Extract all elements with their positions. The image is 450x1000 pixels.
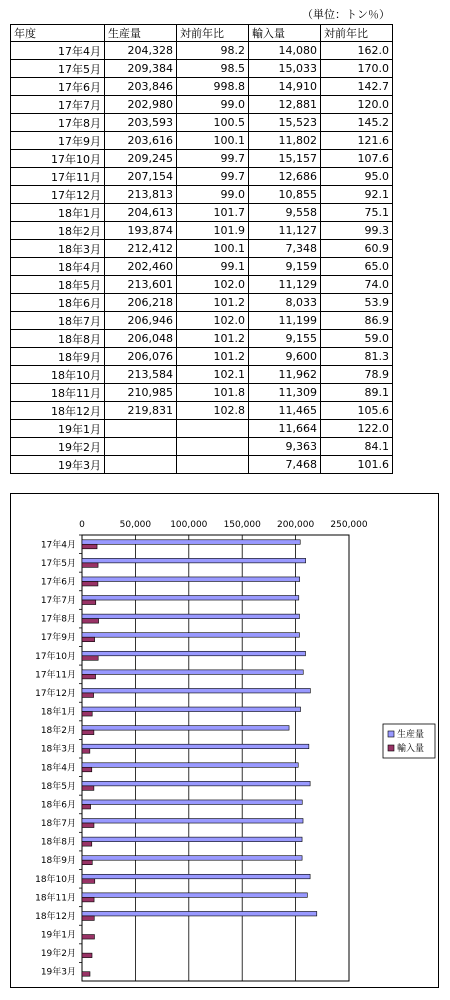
table-cell: 207,154 [105, 168, 177, 186]
y-category-label: 18年11月 [35, 893, 76, 904]
table-cell: 65.0 [321, 258, 393, 276]
table-cell: 122.0 [321, 420, 393, 438]
table-cell: 107.6 [321, 150, 393, 168]
y-category-label: 18年7月 [40, 819, 76, 830]
y-category-label: 17年11月 [35, 670, 76, 681]
table-cell: 18年2月 [11, 222, 105, 240]
table-cell: 101.6 [321, 456, 393, 474]
table-cell: 19年3月 [11, 456, 105, 474]
table-cell: 202,460 [105, 258, 177, 276]
table-cell [105, 456, 177, 474]
table-row [11, 420, 393, 438]
production-bar [82, 651, 305, 656]
table-row [11, 114, 393, 132]
table-cell: 100.1 [177, 132, 249, 150]
table-cell [105, 420, 177, 438]
import-bar [82, 842, 92, 847]
table-cell: 18年8月 [11, 330, 105, 348]
table-cell: 86.9 [321, 312, 393, 330]
table-row [11, 222, 393, 240]
table-cell: 18年12月 [11, 402, 105, 420]
table-cell: 9,363 [249, 438, 321, 456]
production-bar [82, 911, 317, 916]
table-cell: 209,384 [105, 60, 177, 78]
table-cell: 142.7 [321, 78, 393, 96]
y-category-label: 17年7月 [40, 596, 76, 607]
production-bar [82, 800, 302, 805]
table-cell: 101.8 [177, 384, 249, 402]
table-cell: 89.1 [321, 384, 393, 402]
production-bar [82, 688, 310, 693]
import-bar [82, 767, 92, 772]
table-row [11, 204, 393, 222]
table-cell: 212,412 [105, 240, 177, 258]
production-bar [82, 707, 301, 712]
production-bar [82, 763, 298, 768]
table-row [11, 78, 393, 96]
production-bar [82, 558, 306, 563]
table-cell: 99.3 [321, 222, 393, 240]
table-cell: 18年5月 [11, 276, 105, 294]
table-cell: 17年9月 [11, 132, 105, 150]
table-header-cell: 輸入量 [249, 25, 321, 42]
import-bar [82, 581, 98, 586]
table-cell: 9,155 [249, 330, 321, 348]
table-cell: 60.9 [321, 240, 393, 258]
y-category-label: 18年4月 [40, 763, 76, 774]
y-category-label: 17年5月 [40, 558, 76, 569]
table-cell: 213,813 [105, 186, 177, 204]
table-cell: 120.0 [321, 96, 393, 114]
table-cell: 8,033 [249, 294, 321, 312]
y-category-label: 17年4月 [40, 540, 76, 551]
x-tick-label: 150,000 [223, 520, 261, 530]
import-bar [82, 804, 91, 809]
production-bar [82, 781, 310, 786]
table-row [11, 96, 393, 114]
table-cell: 213,584 [105, 366, 177, 384]
table-cell: 101.2 [177, 348, 249, 366]
table-cell: 9,159 [249, 258, 321, 276]
table-cell: 11,309 [249, 384, 321, 402]
table-cell: 99.1 [177, 258, 249, 276]
table-cell: 11,127 [249, 222, 321, 240]
chart-frame [10, 493, 439, 988]
table-cell: 101.7 [177, 204, 249, 222]
legend-swatch [388, 731, 394, 737]
y-category-label: 18年1月 [40, 707, 76, 718]
table-header-cell: 生産量 [105, 25, 177, 42]
y-category-label: 18年10月 [35, 874, 76, 885]
y-category-label: 17年6月 [40, 577, 76, 588]
table-cell: 18年1月 [11, 204, 105, 222]
import-bar [82, 544, 97, 549]
table-cell: 203,616 [105, 132, 177, 150]
y-category-label: 19年3月 [40, 967, 76, 978]
x-tick-label: 200,000 [276, 520, 315, 530]
import-bar [82, 656, 98, 661]
import-bar [82, 619, 99, 624]
table-cell: 99.7 [177, 168, 249, 186]
y-category-label: 18年8月 [40, 837, 76, 848]
legend-label: 生産量 [397, 730, 425, 740]
table-cell: 121.6 [321, 132, 393, 150]
table-cell: 17年7月 [11, 96, 105, 114]
table-cell: 101.2 [177, 294, 249, 312]
table-row [11, 186, 393, 204]
data-table [10, 24, 393, 474]
unit-note: （単位：トン％） [302, 8, 390, 21]
table-row [11, 384, 393, 402]
table-row [11, 150, 393, 168]
table-cell: 12,881 [249, 96, 321, 114]
production-bar [82, 540, 300, 545]
import-bar [82, 897, 94, 902]
table-cell: 11,129 [249, 276, 321, 294]
y-category-label: 17年10月 [35, 651, 76, 662]
table-row [11, 402, 393, 420]
y-category-label: 17年9月 [40, 633, 76, 644]
table-cell: 17年12月 [11, 186, 105, 204]
y-category-label: 18年5月 [40, 781, 76, 792]
table-row [11, 132, 393, 150]
production-bar [82, 670, 303, 675]
table-cell: 59.0 [321, 330, 393, 348]
table-cell: 100.1 [177, 240, 249, 258]
table-cell: 206,048 [105, 330, 177, 348]
table-cell: 998.8 [177, 78, 249, 96]
table-cell: 7,468 [249, 456, 321, 474]
production-bar [82, 577, 300, 582]
table-row [11, 456, 393, 474]
table-cell: 18年4月 [11, 258, 105, 276]
legend-swatch [388, 745, 394, 751]
table-cell: 9,558 [249, 204, 321, 222]
table-cell: 162.0 [321, 42, 393, 60]
table-cell: 84.1 [321, 438, 393, 456]
table-cell: 206,076 [105, 348, 177, 366]
table-cell: 18年7月 [11, 312, 105, 330]
y-category-label: 18年3月 [40, 744, 76, 755]
import-bar [82, 693, 94, 698]
table-cell: 11,199 [249, 312, 321, 330]
table-cell: 102.1 [177, 366, 249, 384]
table-cell: 11,664 [249, 420, 321, 438]
production-bar [82, 596, 299, 601]
table-cell: 17年6月 [11, 78, 105, 96]
import-bar [82, 600, 96, 605]
table-cell: 18年10月 [11, 366, 105, 384]
table-row [11, 312, 393, 330]
table-header-cell: 年度 [11, 25, 105, 42]
import-bar [82, 935, 94, 940]
table-cell: 204,613 [105, 204, 177, 222]
y-category-label: 17年12月 [35, 688, 76, 699]
table-cell: 98.2 [177, 42, 249, 60]
table-cell: 213,601 [105, 276, 177, 294]
table-cell: 14,080 [249, 42, 321, 60]
import-bar [82, 879, 95, 884]
y-category-label: 19年1月 [40, 930, 76, 941]
y-category-label: 19年2月 [40, 949, 76, 960]
table-cell [177, 456, 249, 474]
table-cell: 18年6月 [11, 294, 105, 312]
table-cell: 99.0 [177, 96, 249, 114]
table-cell: 210,985 [105, 384, 177, 402]
production-bar [82, 893, 307, 898]
import-bar [82, 749, 90, 754]
bar-chart [11, 494, 440, 989]
table-cell: 219,831 [105, 402, 177, 420]
table-cell: 15,157 [249, 150, 321, 168]
table-row [11, 240, 393, 258]
table-cell: 203,846 [105, 78, 177, 96]
y-category-label: 18年2月 [40, 726, 76, 737]
table-cell: 11,962 [249, 366, 321, 384]
production-bar [82, 856, 302, 861]
table-header-row [11, 25, 393, 42]
import-bar [82, 712, 92, 717]
table-cell [177, 438, 249, 456]
x-tick-label: 100,000 [170, 520, 208, 530]
table-header-cell: 対前年比 [321, 25, 393, 42]
table-header-cell: 対前年比 [177, 25, 249, 42]
table-cell: 17年4月 [11, 42, 105, 60]
table-cell: 206,218 [105, 294, 177, 312]
production-bar [82, 726, 289, 731]
x-tick-label: 0 [79, 520, 85, 530]
table-row [11, 258, 393, 276]
table-cell: 99.0 [177, 186, 249, 204]
table-row [11, 42, 393, 60]
table-cell: 7,348 [249, 240, 321, 258]
table-cell: 102.0 [177, 312, 249, 330]
production-bar [82, 633, 299, 638]
x-tick-label: 50,000 [119, 520, 152, 530]
table-cell: 145.2 [321, 114, 393, 132]
import-bar [82, 730, 94, 735]
table-cell: 12,686 [249, 168, 321, 186]
table-cell: 18年3月 [11, 240, 105, 258]
import-bar [82, 953, 92, 958]
import-bar [82, 563, 98, 568]
table-cell: 99.7 [177, 150, 249, 168]
table-cell: 105.6 [321, 402, 393, 420]
table-cell: 17年11月 [11, 168, 105, 186]
table-cell: 15,523 [249, 114, 321, 132]
table-row [11, 168, 393, 186]
production-bar [82, 874, 310, 879]
table-cell: 102.8 [177, 402, 249, 420]
y-category-label: 18年12月 [35, 911, 76, 922]
table-cell: 98.5 [177, 60, 249, 78]
table-row [11, 60, 393, 78]
table-cell: 202,980 [105, 96, 177, 114]
legend-label: 輸入量 [397, 744, 425, 754]
table-cell: 19年2月 [11, 438, 105, 456]
table-cell: 100.5 [177, 114, 249, 132]
table-cell: 11,465 [249, 402, 321, 420]
y-category-label: 17年8月 [40, 614, 76, 625]
table-cell: 19年1月 [11, 420, 105, 438]
table-cell: 53.9 [321, 294, 393, 312]
table-cell [105, 438, 177, 456]
table-cell: 101.2 [177, 330, 249, 348]
table-row [11, 330, 393, 348]
import-bar [82, 786, 94, 791]
production-bar [82, 614, 299, 619]
table-cell: 92.1 [321, 186, 393, 204]
table-body [11, 42, 393, 474]
table-cell: 74.0 [321, 276, 393, 294]
table-cell: 203,593 [105, 114, 177, 132]
production-bar [82, 744, 309, 749]
table-cell: 18年9月 [11, 348, 105, 366]
table-cell: 170.0 [321, 60, 393, 78]
production-bar [82, 837, 302, 842]
import-bar [82, 823, 94, 828]
table-cell: 11,802 [249, 132, 321, 150]
table-cell: 81.3 [321, 348, 393, 366]
table-row [11, 366, 393, 384]
production-bar [82, 819, 303, 824]
table-cell: 95.0 [321, 168, 393, 186]
table-row [11, 438, 393, 456]
table-row [11, 294, 393, 312]
table-row [11, 348, 393, 366]
table-cell: 193,874 [105, 222, 177, 240]
import-bar [82, 637, 95, 642]
table-cell: 15,033 [249, 60, 321, 78]
y-category-label: 18年9月 [40, 856, 76, 867]
table-cell: 17年10月 [11, 150, 105, 168]
table-cell: 14,910 [249, 78, 321, 96]
import-bar [82, 860, 92, 865]
table-row [11, 276, 393, 294]
table-cell: 18年11月 [11, 384, 105, 402]
x-tick-label: 250,000 [330, 520, 368, 530]
table-cell [177, 420, 249, 438]
import-bar [82, 674, 96, 679]
table-cell: 78.9 [321, 366, 393, 384]
table-cell: 204,328 [105, 42, 177, 60]
table-cell: 75.1 [321, 204, 393, 222]
table-cell: 101.9 [177, 222, 249, 240]
import-bar [82, 916, 94, 921]
table-cell: 206,946 [105, 312, 177, 330]
import-bar [82, 972, 90, 977]
y-category-label: 18年6月 [40, 800, 76, 811]
table-cell: 209,245 [105, 150, 177, 168]
table-cell: 9,600 [249, 348, 321, 366]
table-cell: 17年5月 [11, 60, 105, 78]
table-cell: 10,855 [249, 186, 321, 204]
table-cell: 17年8月 [11, 114, 105, 132]
table-cell: 102.0 [177, 276, 249, 294]
